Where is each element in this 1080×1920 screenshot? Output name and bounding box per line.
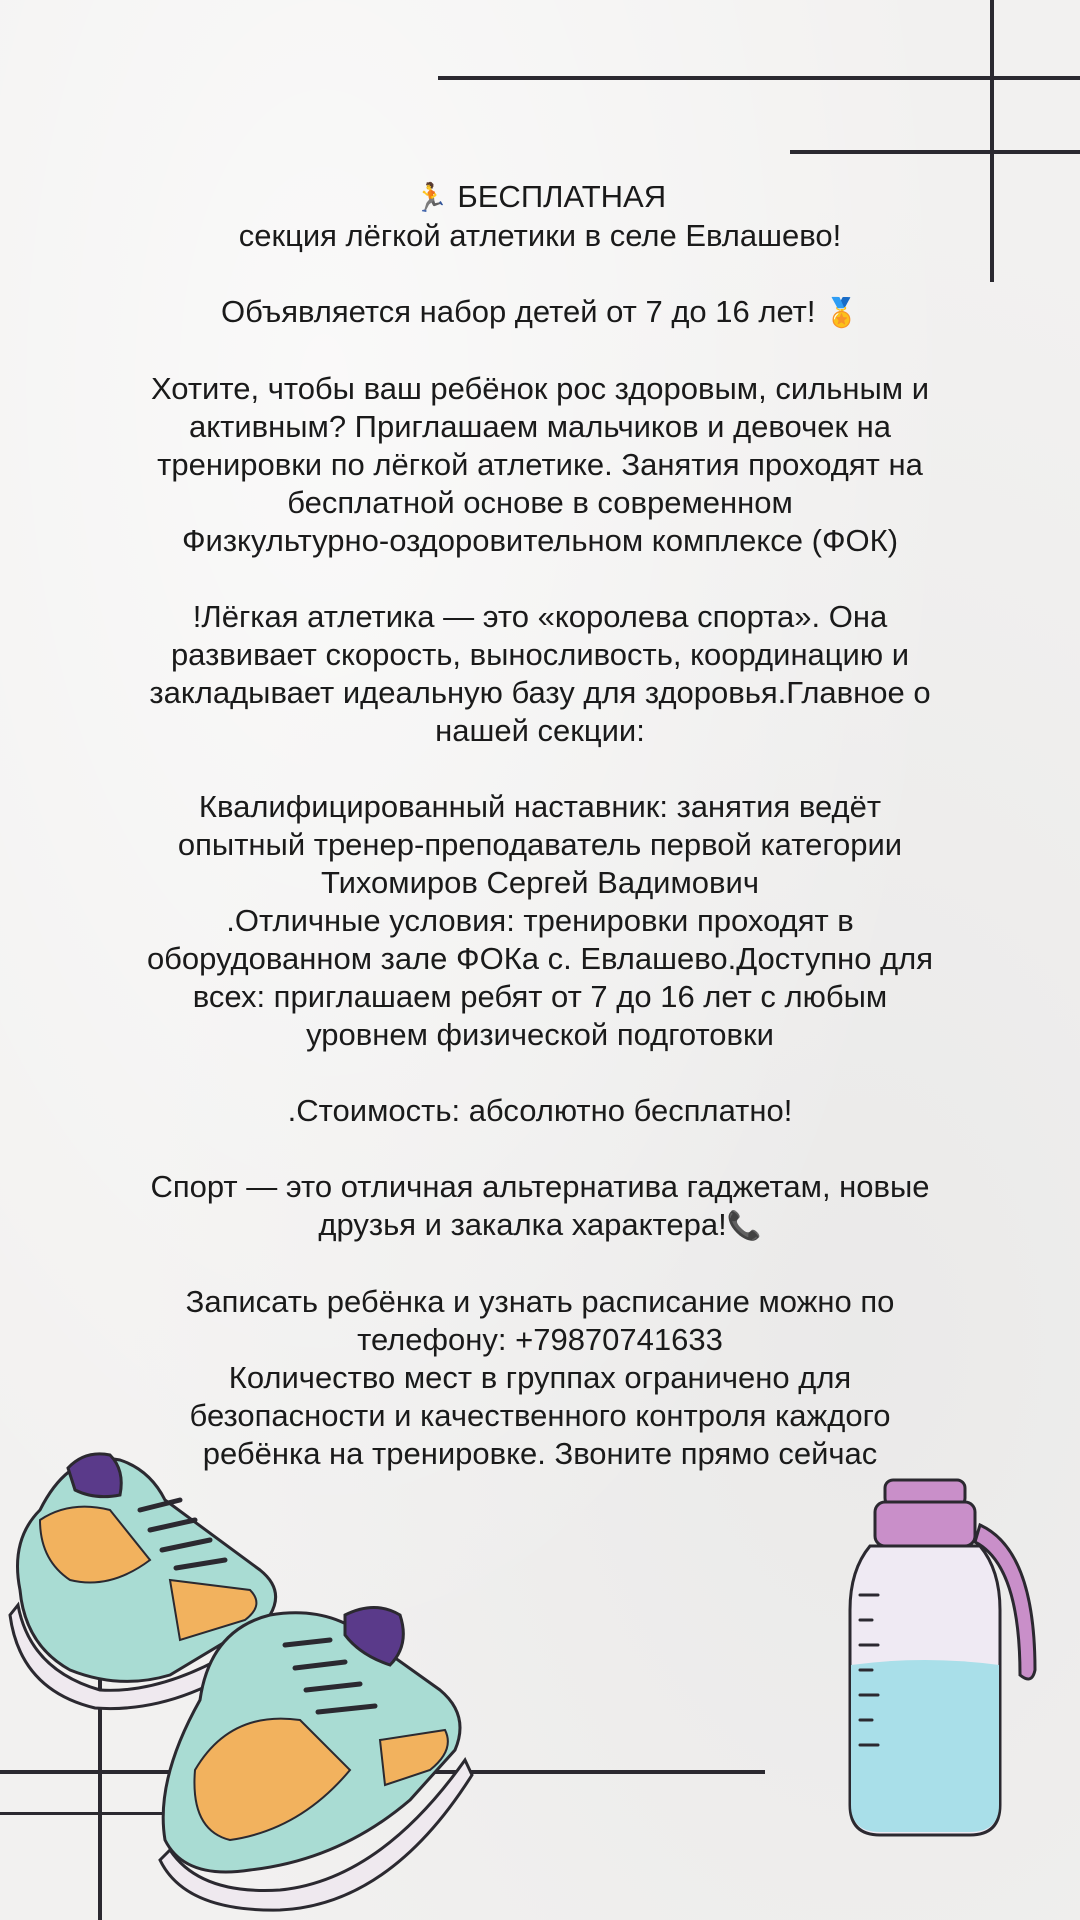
feature-line: опытный тренер-преподаватель первой категории [177,827,903,862]
intro-line: активным? Приглашаем мальчиков и девочек на [188,409,892,444]
contact-line: Количество мест в группах ограничено для [228,1360,852,1395]
bottle-cap [875,1502,975,1546]
announcement-text [60,178,1020,1473]
intro-line: Хотите, чтобы ваш ребёнок рос здоровым, сильным и [150,371,930,406]
water-bottle-illustration [820,1470,1050,1850]
intro-line: тренировки по лёгкой атлетике. Занятия проходят на [157,447,923,482]
upper-right-horizontal-line [790,150,1080,154]
medal-icon: 🏅 [824,296,859,329]
contact-phone-line: телефону: +79870741633 [357,1322,723,1357]
headline-title: БЕСПЛАТНАЯ [457,179,667,214]
feature-line: Квалифицированный наставник: занятия ведёт [198,789,882,824]
feature-line: всех: приглашаем ребят от 7 до 16 лет с любым [192,979,888,1014]
contact-line: Записать ребёнка и узнать расписание можно по [185,1284,895,1319]
phone-icon: 📞 [726,1209,762,1242]
top-horizontal-line [438,76,1080,80]
runner-icon: 🏃 [413,181,449,214]
feature-line: Тихомиров Сергей Вадимович [321,865,759,900]
about-line: нашей секции: [435,713,645,748]
recruitment-text: Объявляется набор детей от 7 до 16 лет! [221,294,816,329]
sneakers-illustration [0,1440,490,1920]
feature-line: оборудованном зале ФОКа с. Евлашево.Доступно для [146,941,934,976]
contact-line: безопасности и качественного контроля каждого [189,1398,891,1433]
about-line: !Лёгкая атлетика — это «королева спорта». Она [192,599,888,634]
about-line: развивает скорость, выносливость, координацию и [170,637,910,672]
sport-line-2 [60,1206,1020,1245]
feature-line: .Отличные условия: тренировки проходят в [226,903,854,938]
sport-line: Спорт — это отличная альтернатива гаджетам, новые [150,1169,930,1204]
about-line: закладывает идеальную базу для здоровья.Главное о [149,675,931,710]
intro-line: бесплатной основе в современном [287,485,793,520]
intro-line: Физкультурно-оздоровительном комплексе (ФОК) [181,523,899,558]
price-line: .Стоимость: абсолютно бесплатно! [287,1093,793,1128]
feature-line: уровнем физической подготовки [306,1017,774,1052]
recruitment-line [60,293,1020,332]
headline-subtitle: секция лёгкой атлетики в селе Евлашево! [238,218,842,253]
contact-line: ребёнка на тренировке. Звоните прямо сейчас [202,1436,878,1471]
sport-text: друзья и закалка характера! [318,1207,727,1242]
headline-title-line [60,178,1020,217]
